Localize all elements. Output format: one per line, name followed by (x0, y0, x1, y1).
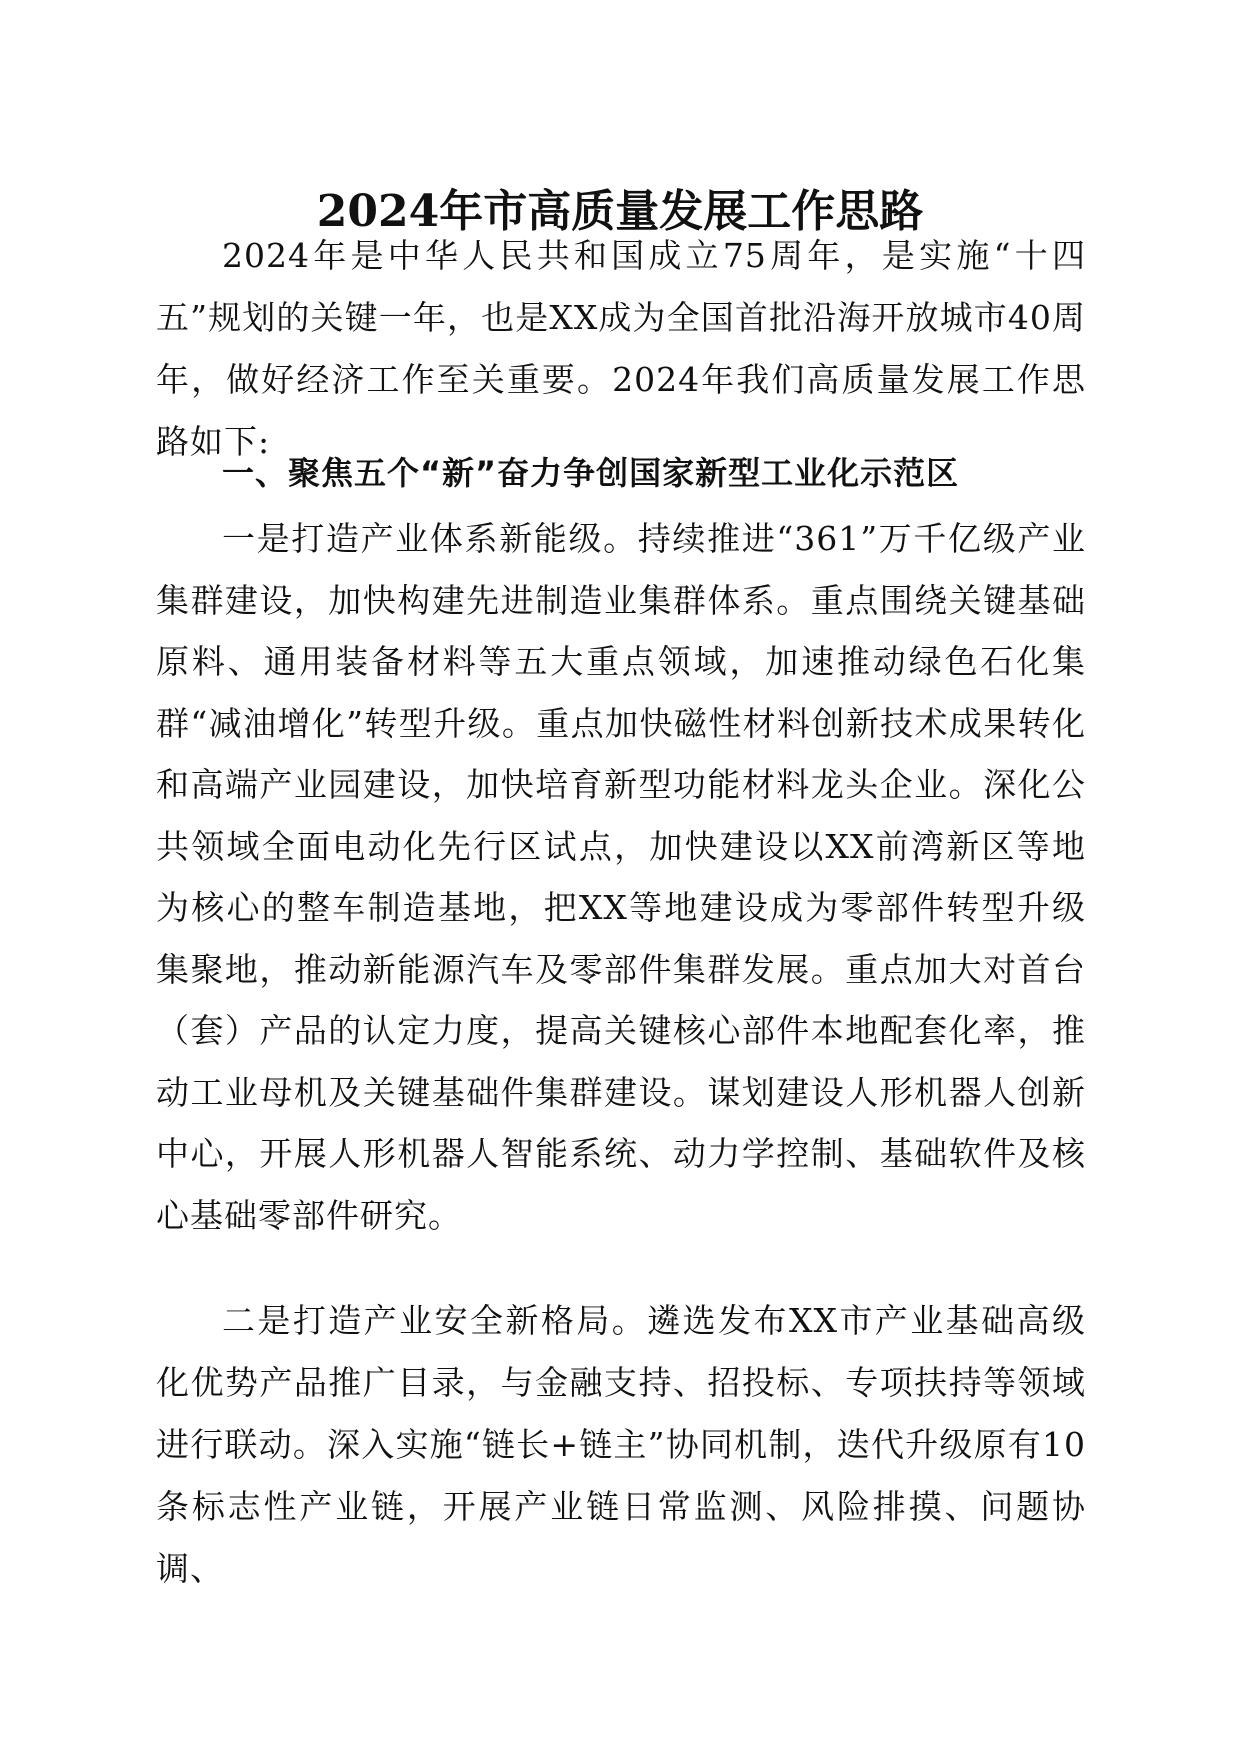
paragraph-point-one: 一是打造产业体系新能级。持续推进“361”万千亿级产业集群建设，加快构建先进制造业集群体系。重点围绕关键基础原料、通用装备材料等五大重点领域，加速推动绿色石化集群“减油增化”转型升级。重点加快磁性材料创新技术成果转化和高端产业园建设，加快培育新型功能材料龙头企业。深化公共领域全面电动化先行区试点，加快建设以XX前湾新区等地为核心的整车制造基地，把XX等地建设成为零部件转型升级集聚地，推动新能源汽车及零部件集群发展。重点加大对首台（套）产品的认定力度，提高关键核心部件本地配套化率，推动工业母机及关键基础件集群建设。谋划建设人形机器人创新中心，开展人形机器人智能系统、动力学控制、基础软件及核心基础零部件研究。 (156, 519, 1086, 1235)
paragraph-point-two: 二是打造产业安全新格局。遴选发布XX市产业基础高级化优势产品推广目录，与金融支持、招投标、专项扶持等领域进行联动。深入实施“链长+链主”协同机制，迭代升级原有10条标志性产业链，开展产业链日常监测、风险排摸、问题协调、 (156, 1301, 1086, 1588)
section-heading: 一、聚焦五个“新”奋力争创国家新型工业化示范区 (222, 454, 960, 492)
document-title: 2024年市高质量发展工作思路 (316, 186, 924, 237)
intro-paragraph: 2024年是中华人民共和国成立75周年，是实施“十四五”规划的关键一年，也是XX成为全国首批沿海开放城市40周年，做好经济工作至关重要。2024年我们高质量发展工作思路如下: (156, 236, 1086, 461)
